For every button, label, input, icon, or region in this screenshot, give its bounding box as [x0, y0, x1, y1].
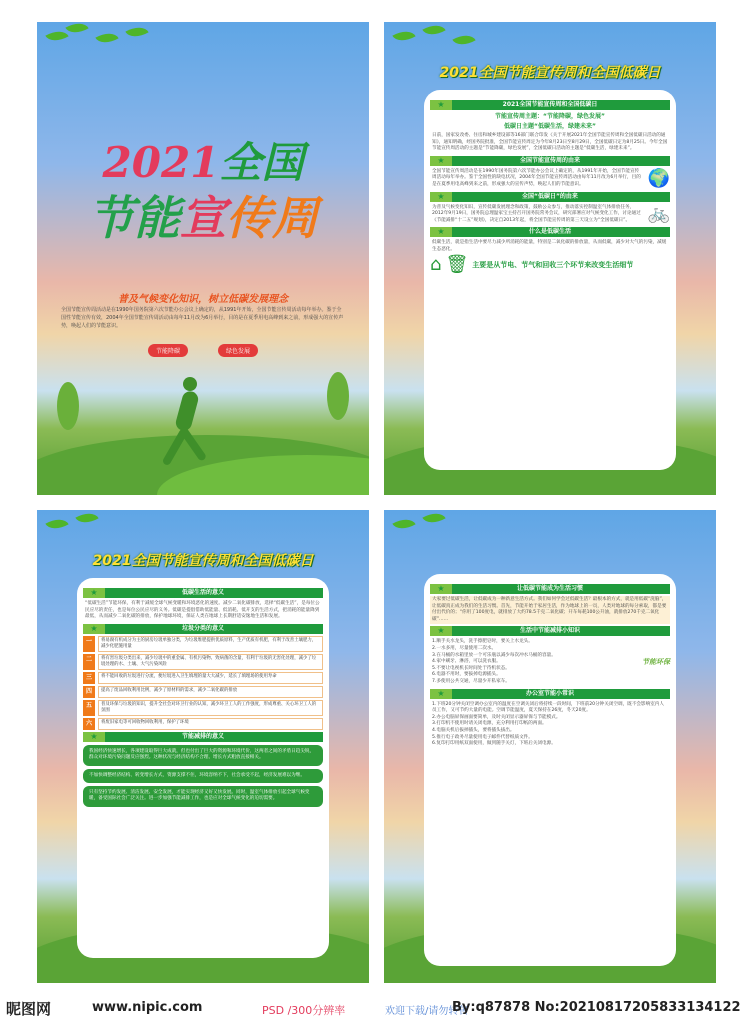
section-header: ★ 节能减排的意义: [83, 732, 323, 742]
author-number: By:q87878 No:20210817205833134122: [452, 1000, 741, 1015]
leaf-icon: [422, 22, 445, 40]
content-card: [77, 578, 329, 958]
theme-line: 节能宣传周主题：“节能降碳，绿色发展”: [495, 113, 605, 120]
poster-cover: [37, 22, 369, 495]
numbered-list: [83, 636, 323, 730]
section-text: 为普及气候变化知识，宣传低碳发展理念和政策，鼓励公众参与，推动落实控制温室气体排放任务，2012年9月19日，国务院总理温家宝主持召开国务院常务会议，研究部署应对气候变化工作，讨论通过《节能减排“十二五”规划》，决定自2013年起，将全国节能宣传周的第三天设立为“全国低碳日”。: [432, 204, 641, 223]
site-url[interactable]: www.nipic.com: [92, 1000, 203, 1015]
star-icon: ★: [430, 689, 452, 699]
download-note: 欢迎下载/请勿转售: [385, 1006, 469, 1017]
section-header: ★ 2021全国节能宣传周和全国低碳日: [430, 100, 670, 110]
star-icon: ★: [83, 624, 105, 634]
list-item: 一 将易腐有机成分为主的厨房垃圾单独分类，为垃圾堆肥提供优质原料，生产优质有机肥，有利于改善土壤肥力，减少化肥施用量: [83, 636, 323, 652]
runner-figure-icon: [167, 377, 207, 467]
section-text: 低碳生活，就是指生活中要尽力减少所消耗的能量，特别是二氧化碳的排放量，从而低碳，减少对大气的污染，减缓生态恶化。: [432, 240, 667, 252]
title-line-2: 节能宣传周: [88, 191, 318, 245]
tag: 节能降碳: [148, 344, 188, 357]
slogan: 普及气候变化知识，树立低碳发展理念: [118, 294, 288, 305]
star-icon: ★: [430, 227, 452, 237]
section-text: 大家要过低碳生活，让低碳成为一种新意生活方式。我们如何学会过低碳生活？最根本的方式，就是用低碳“洗脑”，让低碳真正成为我们的生活习惯。首先，节能开始于家居生活，作为地球上的一员，人类对地球的每分索取，都是要付出代价的；“你用了100度电，就排放了大约78.5千克二氧化碳；开车每耗100公升油，就排放270千克二氧化碳”……: [430, 596, 670, 624]
star-icon: ★: [83, 588, 105, 598]
green-text-box: 不加快调整经济结构、转变增长方式，资源支撑不住，环境容纳不下，社会承受不起，经济发展难以为继。: [83, 769, 323, 783]
leaf-icon: [95, 28, 118, 48]
list-item: 五 普及环保与垃圾的知识，提升全社会对环卫行业的认知，减少环卫工人的工作强度，形成尊重、关心环卫工人的氛围: [83, 700, 323, 716]
highlight-text: 主要是从节电、节气和回收三个环节来改变生活细节: [472, 260, 634, 269]
leaf-icon: [75, 510, 98, 528]
poster-tips: [384, 510, 716, 983]
list-item: 四 提高了废品回收利用比例，减少了原材料的需求，减少二氧化碳的排放: [83, 686, 323, 698]
section-header: ★ 办公室节能小常识: [430, 689, 670, 699]
poster-intro: [384, 22, 716, 495]
green-text-box: 我国经济快速增长，各项建设取得巨大成就，但也付出了巨大的资源和环境代价，这两者之间的矛盾日趋尖锐，群众对环境污染问题反应强烈。这种状况与经济结构不合理、增长方式粗放直接相关。: [83, 745, 323, 766]
office-tips-text: 1.下班20分钟关闭空调办公室内的温度在空调关闭后将持续一段时间，下班前20分钟关闭空调，既不会影响室内人员工作，又可节约大量的电能。空调节能温度，夏天保持在26度，冬天20度。 2.办公电脑屏保画面要简单，及时关闭显示器屏保与节能模式。 3.打印机不使用时请关闭电源，充分利用打印纸的两面。 4.电脑关机后拔掉插头，要将插头拔出。 5.推行电子政务尽量使用电子邮件代替纸质文件。 6.复印打印用纸双面使用，做到随手关灯，下班后关闭电源。: [432, 701, 664, 747]
section-text: 日前，国家发改委、住房和城乡建设部等16部门联合印发《关于开展2021年全国节能宣传周和全国低碳日活动的通知》，通知明确，经国务院批准，全国节能宣传周定为今年8月23日至8月29日，全国低碳日定为8月25日。今年全国节能宣传周活动的主题是“节能降碳，绿色发展”，全国低碳日活动的主题是“低碳生活，绿建未来”。: [432, 133, 668, 152]
site-logo: 昵图网: [6, 1000, 52, 1018]
leaf-icon: [392, 26, 415, 46]
star-icon: ★: [430, 156, 452, 166]
poster-meaning: [37, 510, 369, 983]
star-icon: ★: [83, 732, 105, 742]
leaf-icon: [422, 510, 445, 528]
section-header: ★ 低碳生活的意义: [83, 588, 323, 598]
star-icon: ★: [430, 584, 452, 594]
section-header: ★ 全国“低碳日”的由来: [430, 192, 670, 202]
globe-icon: 🌍: [647, 167, 670, 189]
content-card: [424, 90, 676, 470]
theme-line: 低碳日主题“低碳生活，绿建未来”: [504, 123, 596, 130]
title-line-1: 2021全国: [102, 138, 304, 187]
section-text: 全国节能宣传周活动是在1990年国务院第六次节能办公会议上确定的，从1991年开始，全国节能宣传周活动每年举办。鉴于全国性的缺电状况，2004年全国节能宣传周活动由每年11月改为6月举行，目的是在夏季用电高峰到来之前，形成强大的宣传声势，唤起人们的节能意识。: [432, 168, 641, 187]
file-info: PSD /300分辨率: [262, 1004, 346, 1017]
star-icon: ★: [430, 192, 452, 202]
poster-header: 2021全国节能宣传周和全国低碳日: [92, 553, 314, 569]
leaf-icon: [392, 514, 415, 534]
star-icon: ★: [430, 626, 452, 636]
section-header: ★ 生活中节能减排小知识: [430, 626, 670, 636]
section-header: ★ 让低碳节能成为生活习惯: [430, 584, 670, 594]
trash-bin-icon: 🗑: [445, 253, 469, 275]
content-card: [424, 574, 676, 966]
section-text: “低碳生活”节能环保，有利于减缓全球气候变暖和环境恶化的速度。减少二氧化碳排放，选择“低碳生活”，是每位公民应尽的责任，也是每位公民应尽的义务。低碳是提倡借助低能量、低消耗、低开支的生活方式，把消耗的能量降到最低，从而减少二氧化碳的排放，保护地球环境，保证人类在地球上长期舒适安逸地生活和发展。: [85, 601, 320, 620]
eco-badge: 节能环保: [642, 658, 670, 667]
tag-row: [37, 344, 369, 357]
leaf-icon: [45, 514, 68, 534]
section-header: ★ 什么是低碳生活: [430, 227, 670, 237]
leaf-icon: [452, 30, 475, 50]
bicycle-icon: 🚲: [647, 203, 670, 225]
footer-bar: [0, 994, 752, 1024]
poster-header: 2021全国节能宣传周和全国低碳日: [439, 65, 661, 81]
list-item: 三 将不能回收的垃圾进行分流，便垃圾进入卫生填埋的量大大减少，延长了填埋场的使用寿命: [83, 672, 323, 684]
leaf-icon: [125, 22, 148, 42]
tag: 绿色发展: [218, 344, 258, 357]
tree-icon: [327, 372, 349, 420]
list-item: 六 将废旧家电等可回收物回收利用，保护了环境: [83, 718, 323, 730]
home-icon: ⌂: [430, 253, 442, 275]
star-icon: ★: [430, 100, 452, 110]
intro-text: 全国节能宣传周活动是在1990年国务院第六次节能办公会议上确定的，从1991年开始，全国节能宣传周活动每年举办。鉴于全国性节能宣传有效，2004年全国节能宣传周活动由每年11月改为6月举行，目的是在夏季用电高峰到来之前，形成强大的宣传声势，唤起人们的节能意识。: [61, 307, 344, 329]
list-item: 二 将有害垃圾分类出来，减少垃圾中的重金属、有机污染物、致病菌的含量，有利于垃圾的无害化处理，减少了垃圾处理的水、土壤、大气污染风险: [83, 654, 323, 670]
section-header: ★ 全国节能宣传周的由来: [430, 156, 670, 166]
section-header: ★ 垃圾分类的意义: [83, 624, 323, 634]
tips-text: 1.顺手关水龙头，洗手擦肥皂时，要关上水龙头。 2.一水多用，尽量使用二次水。 3.在马桶的水箱里放一个可乐瓶以减少每次冲水马桶的容量。 4.家中刷牙、淋浴，可以洗衣服。 5.不要让电视机长时间处于待机状态。 6.电器不用时，要拔掉电源插头。 7.多使用公共交通，尽量少开私家车。: [432, 639, 556, 684]
green-text-box: 只有坚持节约发展、清洁发展、安全发展，才能实现经济又好又快发展。同时，温室气体排放引起全球气候变暖，备受国际社会广泛关注。进一步加强节能减排工作，也是应对全球气候变化的迫切需要。: [83, 786, 323, 807]
tree-icon: [57, 382, 79, 430]
